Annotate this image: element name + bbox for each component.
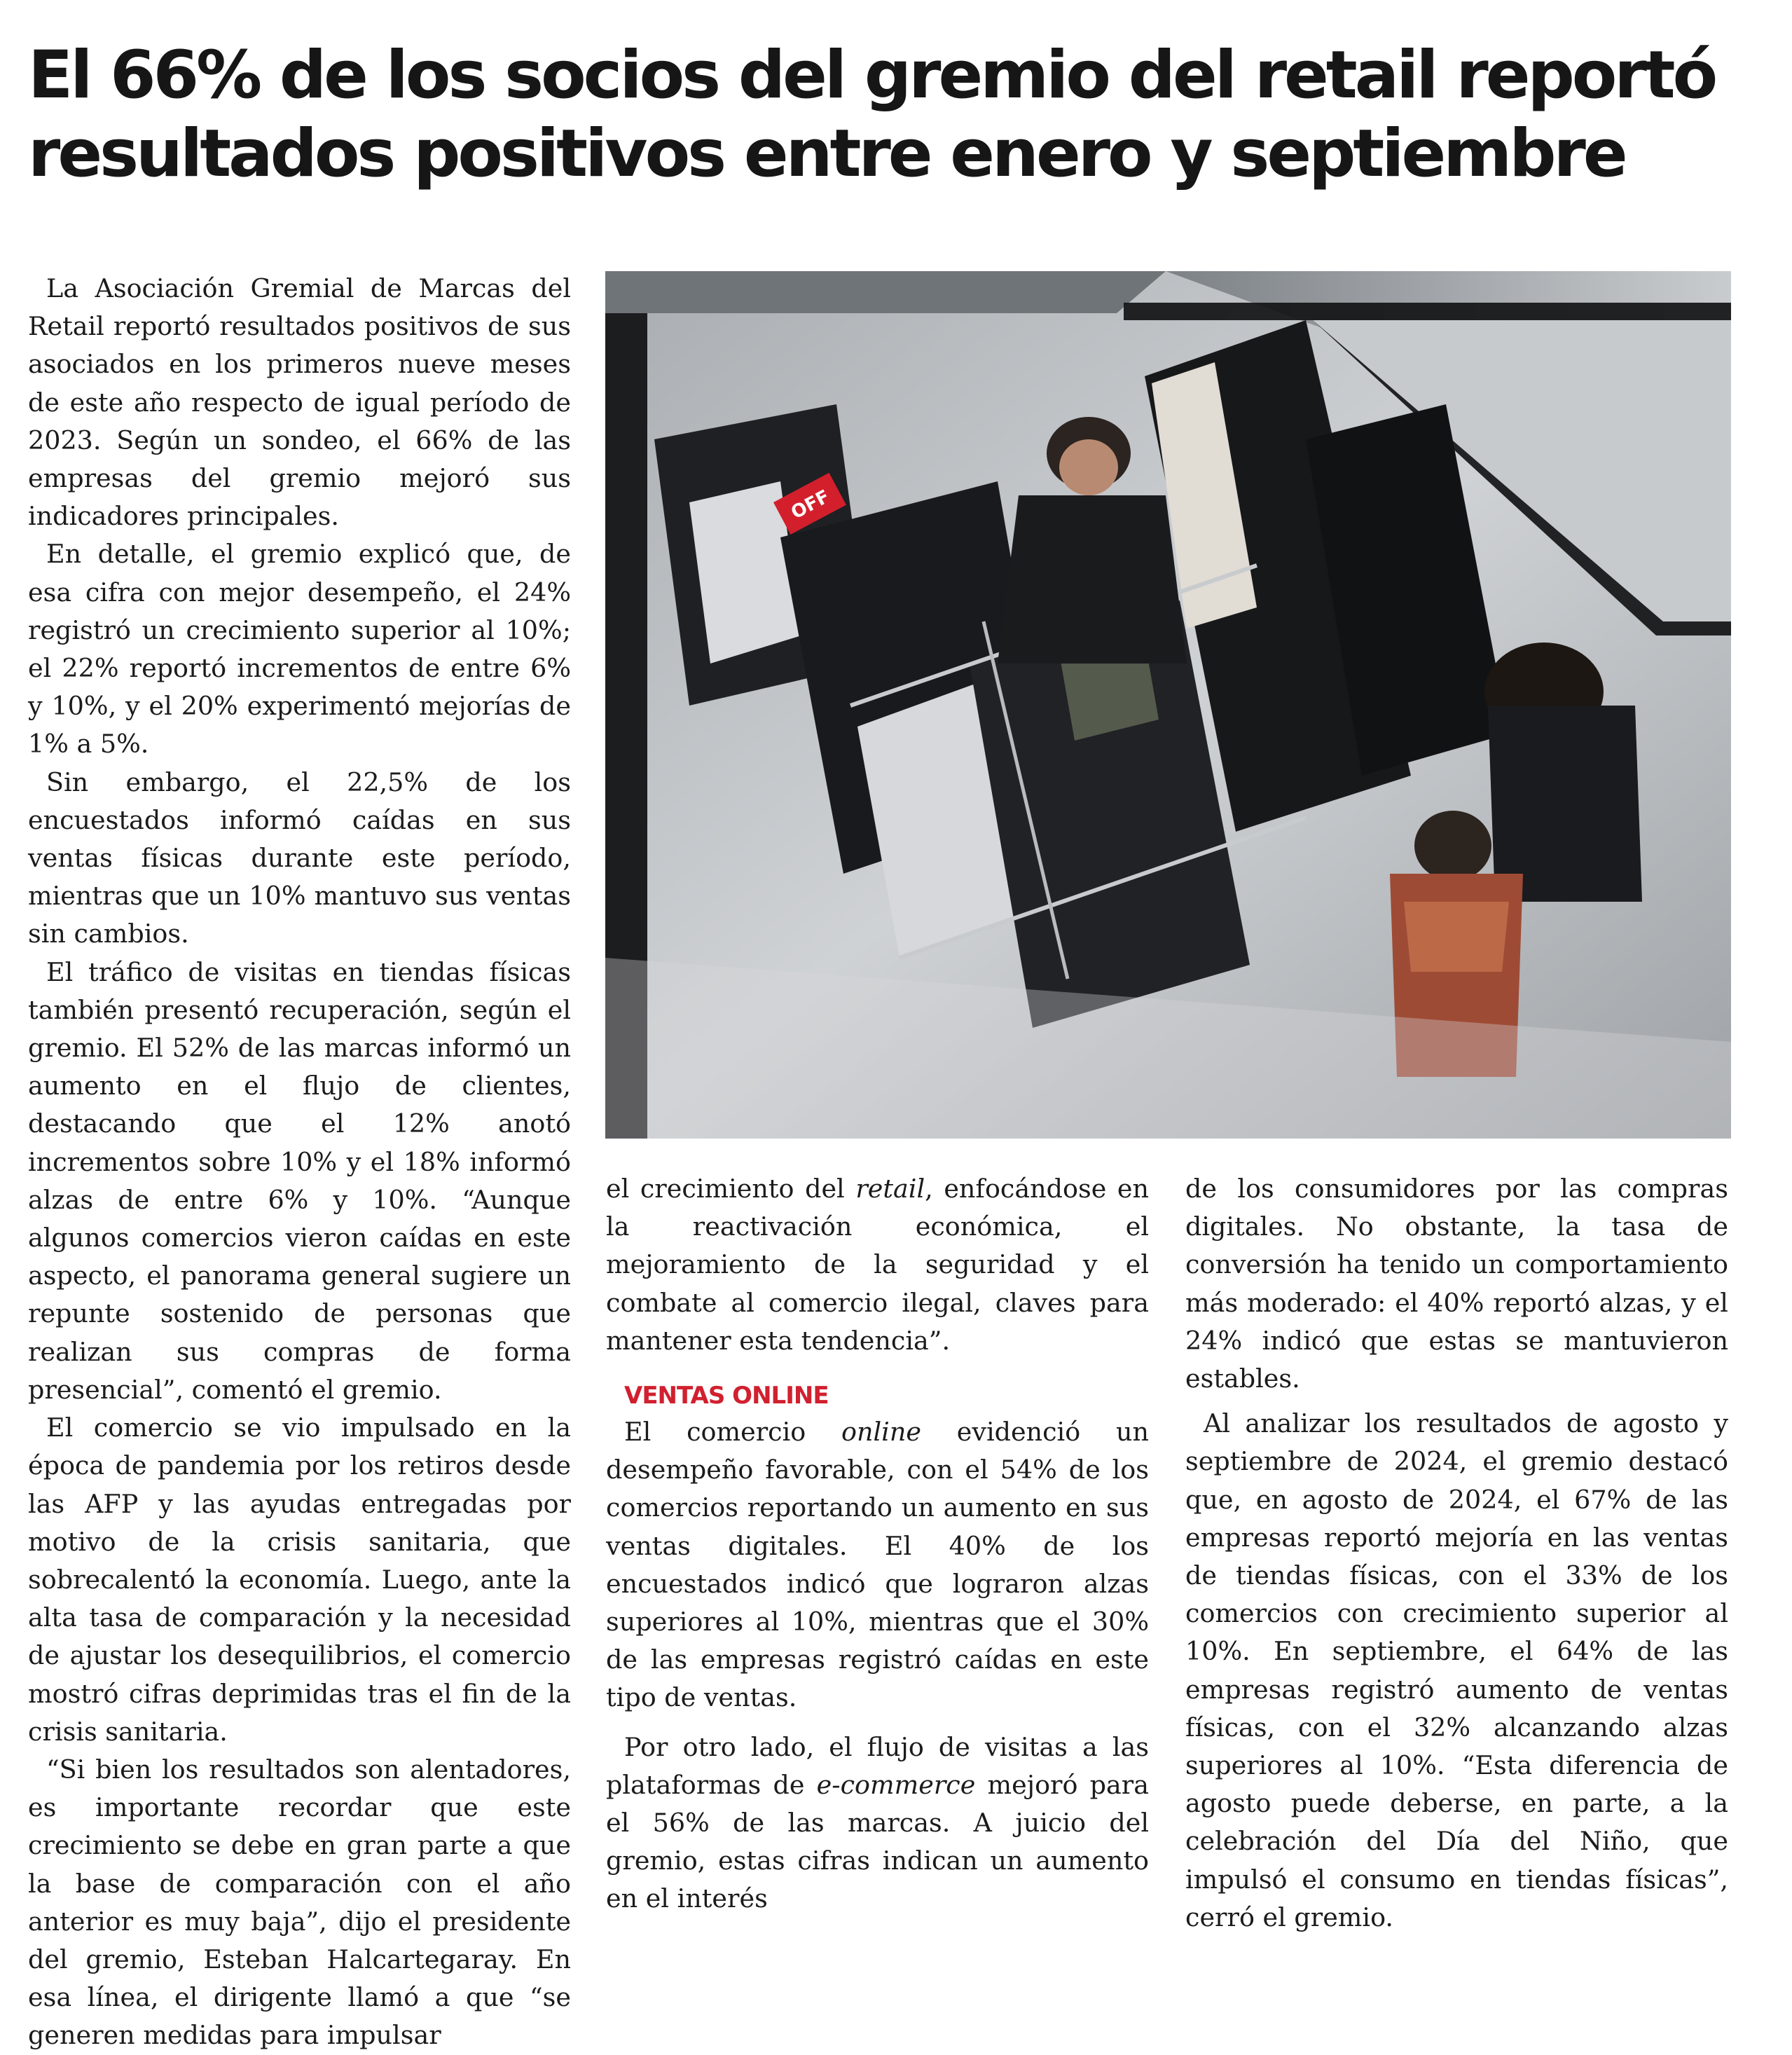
store-photo <box>605 271 1731 1139</box>
paragraph: Por otro lado, el flujo de visitas a las plataformas de e-commerce mejoró para el 56% de las marcas. A juicio del gremio, estas cifras indican un aumento en el interés <box>606 1731 1150 1914</box>
headline: El 66% de los socios del gremio del retail reportó resultados positivos entre enero y septiembre <box>28 37 1716 192</box>
paragraph: En detalle, el gremio explicó que, de esa cifra con mejor desempeño, el 24% registró un crecimiento superior al 10%; el 22% reportó incrementos de entre 6% y 10%, y el 20% experimentó mejorías de 1% a 5%. <box>28 539 571 760</box>
paragraph: Sin embargo, el 22,5% de los encuestados informó caídas en sus ventas físicas durante este período, mientras que un 10% mantuvo sus ventas sin cambios. <box>28 767 571 949</box>
sale-tag-text: OFF <box>787 486 834 524</box>
paragraph: “Si bien los resultados son alentadores, es importante recordar que este crecimiento se debe en gran parte a que la base de comparación con el año anterior es muy baja”, dijo el presidente del gremio, Esteban Halcartegaray. En esa línea, el dirigente llamó a que “se generen medidas para impulsar <box>28 1754 571 2051</box>
paragraph: de los consumidores por las compras digitales. No obstante, la tasa de conversión ha tenido un comportamiento más moderado: el 40% reportó alzas, y el 24% indicó que estas se mantuvieron estables. <box>1185 1174 1728 1394</box>
paragraph: La Asociación Gremial de Marcas del Retail reportó resultados positivos de sus asociados en los primeros nueve meses de este año respecto de igual período de 2023. Según un sondeo, el 66% de las empresas del gremio mejoró sus indicadores principales. <box>28 273 571 532</box>
article-column-2 <box>606 1170 1149 1918</box>
article-column-1 <box>28 270 571 2055</box>
paragraph: el crecimiento del retail, enfocándose en la reactivación económica, el mejoramiento de la seguridad y el combate al comercio ilegal, claves para mantener esta tendencia”. <box>606 1174 1149 1356</box>
paragraph: El tráfico de visitas en tiendas físicas también presentó recuperación, según el gremio. El 52% de las marcas informó un aumento en el flujo de clientes, destacando que el 12% anotó incrementos sobre 10% y el 18% informó alzas de entre 6% y 10%. “Aunque algunos comercios vieron caídas en este aspecto, el panorama general sugiere un repunte sostenido de personas que realizan sus compras de forma presencial”, comentó el gremio. <box>28 956 571 1405</box>
paragraph: El comercio se vio impulsado en la época de pandemia por los retiros desde las AFP y las ayudas entregadas por motivo de la crisis sanitaria, que sobrecalentó la economía. Luego, ante la alta tasa de comparación y la necesidad de ajustar los desequilibrios, el comercio mostró cifras deprimidas tras el fin de la crisis sanitaria. <box>28 1413 571 1747</box>
article-column-3 <box>1185 1170 1728 1937</box>
section-subhead: VENTAS ONLINE <box>624 1382 829 1410</box>
paragraph: Al analizar los resultados de agosto y septiembre de 2024, el gremio destacó que, en agosto de 2024, el 67% de las empresas reportó mejoría en las ventas de tiendas físicas, con el 33% de los comercios con crecimiento superior al 10%. En septiembre, el 64% de las empresas registró aumento de ventas físicas, con el 32% alcanzando alzas superiores al 10%. “Esta diferencia de agosto puede deberse, en parte, a la celebración del Día del Niño, que impulsó el consumo en tiendas físicas”, cerró el gremio. <box>1185 1408 1728 1932</box>
paragraph: El comercio online evidenció un desempeño favorable, con el 54% de los comercios reportando un aumento en sus ventas digitales. El 40% de los encuestados indicó que lograron alzas superiores al 10%, mientras que el 30% de las empresas registró caídas en este tipo de ventas. <box>606 1417 1149 1713</box>
